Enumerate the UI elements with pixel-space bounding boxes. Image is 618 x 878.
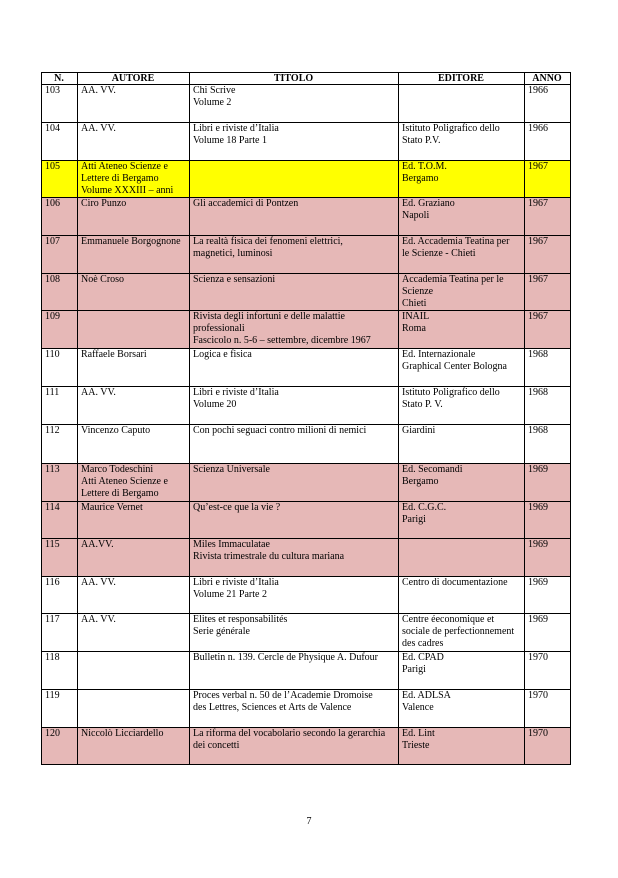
table-row [42,502,571,539]
cell-n: 105 [42,161,78,198]
cell-titolo: Proces verbal n. 50 de l’Academie Dromoise des Lettres, Sciences et Arts de Valence [190,690,399,728]
cell-autore: Niccolò Licciardello [78,728,190,765]
cell-n: 110 [42,349,78,387]
cell-autore: AA. VV. [78,123,190,161]
page-number: 7 [306,816,312,827]
cell-titolo: Libri e riviste d’Italia Volume 18 Parte 1 [190,123,399,161]
catalog-table [41,72,571,765]
cell-titolo: Scienza e sensazioni [190,274,399,311]
cell-n: 113 [42,464,78,502]
cell-titolo [190,161,399,198]
cell-editore: Centre éeconomique et sociale de perfectionnement des cadres [399,614,525,652]
cell-titolo: Logica e fisica [190,349,399,387]
cell-anno: 1967 [525,161,571,198]
cell-anno: 1967 [525,311,571,349]
cell-editore: Ed. CPAD Parigi [399,652,525,690]
cell-titolo: Libri e riviste d’Italia Volume 20 [190,387,399,425]
cell-autore [78,690,190,728]
cell-titolo: Rivista degli infortuni e delle malattie professionali Fascicolo n. 5-6 – settembre, dicembre 1967 [190,311,399,349]
cell-editore: Ed. T.O.M. Bergamo [399,161,525,198]
table-row [42,349,571,387]
cell-anno: 1967 [525,198,571,236]
cell-editore: INAIL Roma [399,311,525,349]
cell-editore: Giardini [399,425,525,464]
cell-titolo: Scienza Universale [190,464,399,502]
header-anno: ANNO [525,73,571,85]
table-row [42,387,571,425]
cell-titolo: Miles Immaculatae Rivista trimestrale du cultura mariana [190,539,399,577]
cell-editore: Accademia Teatina per le Scienze Chieti [399,274,525,311]
cell-editore: Istituto Poligrafico dello Stato P.V. [399,123,525,161]
cell-autore: AA.VV. [78,539,190,577]
cell-anno: 1970 [525,728,571,765]
table-row [42,614,571,652]
cell-autore: Noè Croso [78,274,190,311]
table-row [42,198,571,236]
cell-autore: AA. VV. [78,614,190,652]
table-row [42,425,571,464]
cell-autore: Marco Todeschini Atti Ateneo Scienze e Lettere di Bergamo [78,464,190,502]
cell-anno: 1968 [525,425,571,464]
cell-editore: Ed. Accademia Teatina per le Scienze - Chieti [399,236,525,274]
cell-titolo: Libri e riviste d’Italia Volume 21 Parte 2 [190,577,399,614]
cell-n: 109 [42,311,78,349]
cell-n: 116 [42,577,78,614]
cell-autore: Raffaele Borsari [78,349,190,387]
cell-n: 118 [42,652,78,690]
cell-anno: 1969 [525,464,571,502]
header-n: N. [42,73,78,85]
cell-anno: 1970 [525,652,571,690]
cell-titolo: Con pochi seguaci contro milioni di nemici [190,425,399,464]
cell-autore: Atti Ateneo Scienze e Lettere di Bergamo Volume XXXIII – anni [78,161,190,198]
cell-anno: 1969 [525,539,571,577]
cell-anno: 1967 [525,236,571,274]
table-row [42,690,571,728]
table-row [42,539,571,577]
cell-autore: Ciro Punzo [78,198,190,236]
cell-editore [399,85,525,123]
cell-anno: 1969 [525,614,571,652]
table-row [42,85,571,123]
cell-editore: Ed. Lint Trieste [399,728,525,765]
cell-autore [78,652,190,690]
cell-titolo: Qu’est-ce que la vie ? [190,502,399,539]
cell-anno: 1968 [525,349,571,387]
header-row [42,73,571,85]
cell-editore [399,539,525,577]
table-row [42,728,571,765]
cell-autore: AA. VV. [78,387,190,425]
table-row [42,123,571,161]
cell-n: 106 [42,198,78,236]
cell-titolo: La riforma del vocabolario secondo la gerarchia dei concetti [190,728,399,765]
cell-n: 117 [42,614,78,652]
cell-editore: Ed. ADLSA Valence [399,690,525,728]
cell-n: 115 [42,539,78,577]
table-row [42,161,571,198]
cell-n: 108 [42,274,78,311]
cell-autore: Emmanuele Borgognone [78,236,190,274]
cell-anno: 1966 [525,85,571,123]
cell-n: 104 [42,123,78,161]
cell-autore: Vincenzo Caputo [78,425,190,464]
cell-n: 114 [42,502,78,539]
cell-titolo: Elites et responsabilités Serie générale [190,614,399,652]
cell-editore: Ed. Internazionale Graphical Center Bologna [399,349,525,387]
table-row [42,274,571,311]
table-row [42,311,571,349]
cell-titolo: Gli accademici di Pontzen [190,198,399,236]
cell-titolo: Chi Scrive Volume 2 [190,85,399,123]
table-row [42,236,571,274]
cell-editore: Istituto Poligrafico dello Stato P. V. [399,387,525,425]
cell-n: 111 [42,387,78,425]
cell-anno: 1966 [525,123,571,161]
cell-autore [78,311,190,349]
header-editore: EDITORE [399,73,525,85]
cell-editore: Ed. Graziano Napoli [399,198,525,236]
cell-n: 112 [42,425,78,464]
cell-anno: 1969 [525,502,571,539]
header-autore: AUTORE [78,73,190,85]
cell-editore: Ed. Secomandi Bergamo [399,464,525,502]
cell-editore: Ed. C.G.C. Parigi [399,502,525,539]
cell-autore: AA. VV. [78,577,190,614]
cell-titolo: La realtà fisica dei fenomeni elettrici, magnetici, luminosi [190,236,399,274]
cell-anno: 1968 [525,387,571,425]
cell-n: 119 [42,690,78,728]
cell-titolo: Bulletin n. 139. Cercle de Physique A. Dufour [190,652,399,690]
cell-autore: AA. VV. [78,85,190,123]
cell-autore: Maurice Vernet [78,502,190,539]
cell-n: 103 [42,85,78,123]
cell-anno: 1970 [525,690,571,728]
header-titolo: TITOLO [190,73,399,85]
table-row [42,652,571,690]
table-row [42,464,571,502]
table-row [42,577,571,614]
cell-anno: 1967 [525,274,571,311]
cell-editore: Centro di documentazione [399,577,525,614]
cell-anno: 1969 [525,577,571,614]
cell-n: 120 [42,728,78,765]
cell-n: 107 [42,236,78,274]
